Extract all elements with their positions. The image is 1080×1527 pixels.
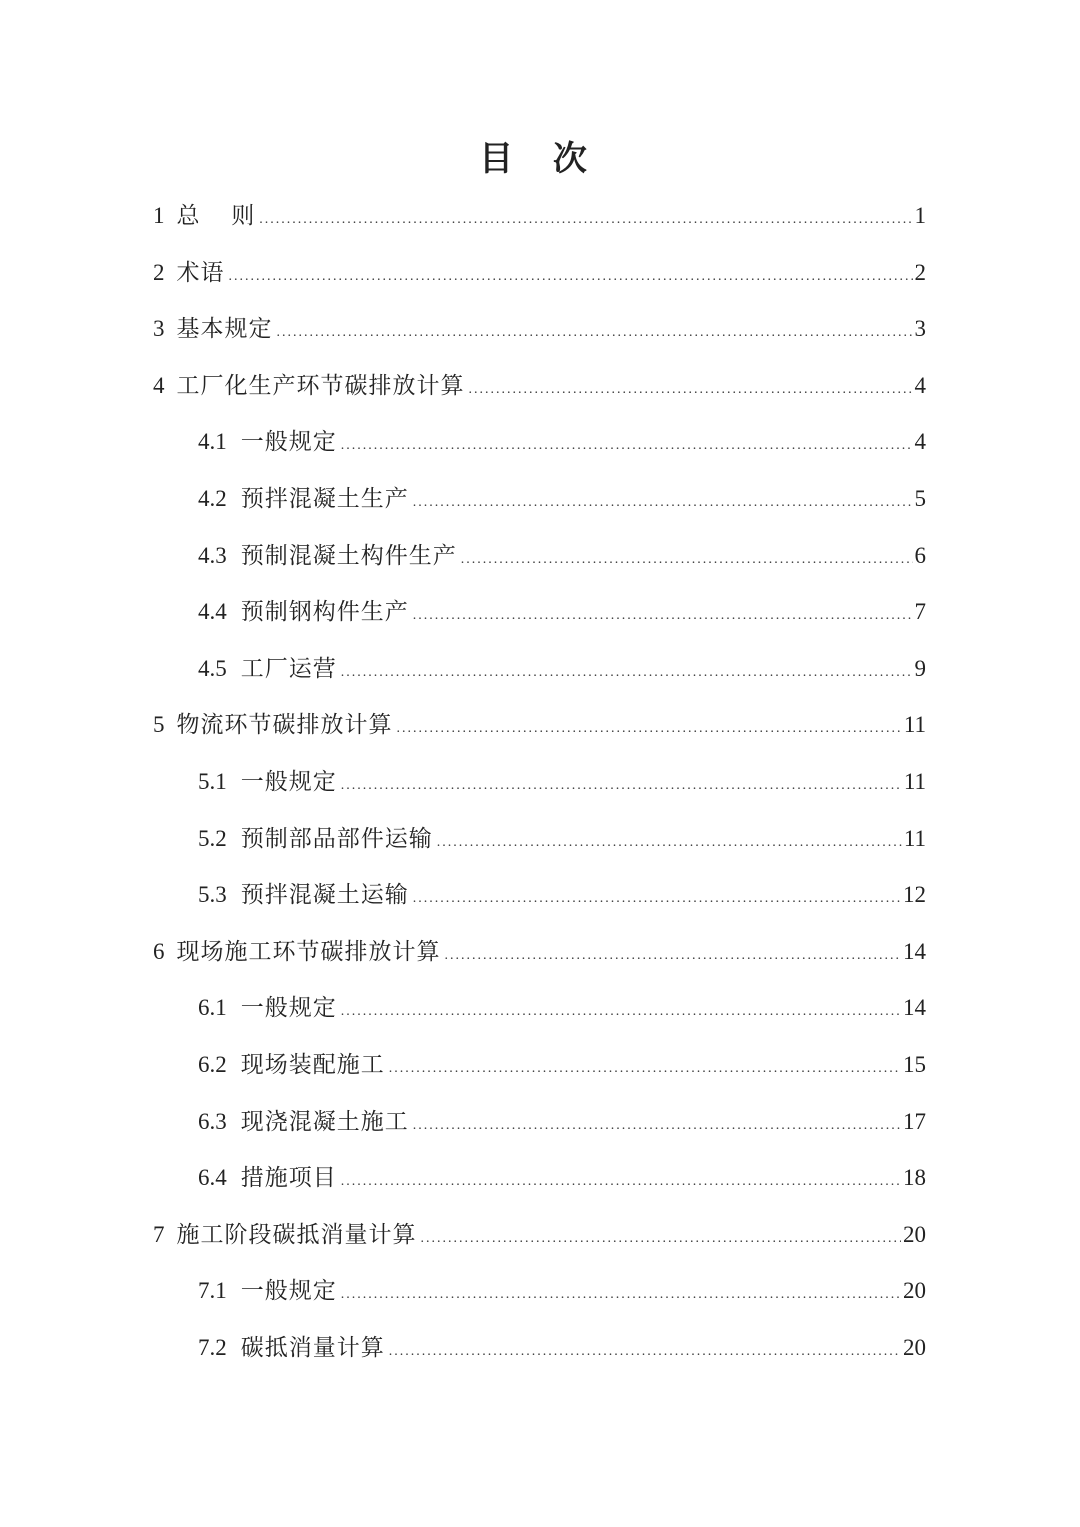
- toc-entry-title: 总 则: [176, 203, 256, 228]
- toc-entry-title: 一般规定: [240, 768, 337, 794]
- toc-entry-number: 2: [153, 259, 165, 285]
- toc-entry-title: 预制钢构件生产: [240, 599, 409, 625]
- toc-entry[interactable]: [153, 1263, 926, 1320]
- toc-entry-number: 6.4: [198, 1165, 227, 1191]
- toc-entry-page: 6: [914, 542, 926, 568]
- toc-entry-number: 5.2: [198, 825, 227, 851]
- dot-leader: [341, 1154, 901, 1211]
- dot-leader: [277, 305, 913, 362]
- toc-entry-title: 措施项目: [240, 1165, 337, 1191]
- dot-leader: [341, 1267, 901, 1324]
- table-of-contents: [153, 188, 926, 1376]
- toc-entry[interactable]: [153, 188, 926, 245]
- toc-entry-page: 5: [914, 485, 926, 511]
- toc-entry[interactable]: [153, 1094, 926, 1151]
- toc-entry-title: 现场装配施工: [240, 1051, 385, 1077]
- toc-entry-title: 物流环节碳排放计算: [176, 712, 393, 738]
- toc-entry-page: 11: [903, 768, 926, 794]
- toc-entry-page: 7: [914, 599, 926, 625]
- dot-leader: [413, 871, 901, 928]
- toc-entry-title: 现场施工环节碳排放计算: [176, 938, 441, 964]
- toc-entry-title: 预制部品部件运输: [240, 825, 433, 851]
- dot-leader: [341, 984, 901, 1041]
- toc-entry[interactable]: [153, 697, 926, 754]
- toc-entry-number: 4.1: [198, 429, 227, 455]
- toc-entry-title: 施工阶段碳抵消量计算: [176, 1221, 417, 1247]
- dot-leader: [413, 588, 913, 645]
- toc-entry-page: 3: [914, 316, 926, 342]
- toc-entry-title: 工厂化生产环节碳排放计算: [176, 372, 465, 398]
- toc-entry-number: 7: [153, 1221, 165, 1247]
- toc-entry[interactable]: [153, 1150, 926, 1207]
- toc-entry-page: 14: [903, 938, 926, 964]
- dot-leader: [389, 1041, 901, 1098]
- dot-leader: [413, 475, 913, 532]
- dot-leader: [421, 1211, 902, 1268]
- toc-entry-number: 4.5: [198, 655, 227, 681]
- dot-leader: [389, 1324, 901, 1381]
- toc-entry-page: 14: [903, 995, 926, 1021]
- toc-entry-title: 预拌混凝土运输: [240, 882, 409, 908]
- dot-leader: [259, 192, 912, 249]
- toc-entry[interactable]: [153, 811, 926, 868]
- toc-entry-title: 预拌混凝土生产: [240, 485, 409, 511]
- toc-entry-page: 11: [903, 712, 926, 738]
- toc-entry-number: 7.1: [198, 1278, 227, 1304]
- toc-entry-number: 5: [153, 712, 165, 738]
- toc-entry-page: 9: [914, 655, 926, 681]
- toc-entry-number: 4: [153, 372, 165, 398]
- dot-leader: [469, 362, 913, 419]
- toc-entry-title: 一般规定: [240, 1278, 337, 1304]
- dot-leader: [341, 645, 913, 702]
- toc-entry[interactable]: [153, 471, 926, 528]
- dot-leader: [341, 418, 913, 475]
- page-title: 目 次: [479, 139, 601, 179]
- dot-leader: [437, 815, 902, 872]
- toc-entry-number: 4.2: [198, 485, 227, 511]
- toc-entry-page: 20: [903, 1221, 926, 1247]
- toc-entry-page: 2: [914, 259, 926, 285]
- toc-entry-page: 18: [903, 1165, 926, 1191]
- toc-entry-title: 基本规定: [176, 316, 273, 342]
- dot-leader: [397, 701, 902, 758]
- toc-entry-page: 12: [903, 882, 926, 908]
- toc-entry-title: 术语: [176, 259, 225, 285]
- toc-entry[interactable]: [153, 301, 926, 358]
- toc-entry-page: 20: [903, 1334, 926, 1360]
- toc-entry-title: 碳抵消量计算: [240, 1334, 385, 1360]
- toc-entry-number: 6.3: [198, 1108, 227, 1134]
- toc-entry-title: 预制混凝土构件生产: [240, 542, 457, 568]
- toc-entry-title: 一般规定: [240, 995, 337, 1021]
- toc-entry-number: 7.2: [198, 1334, 227, 1360]
- toc-entry[interactable]: [153, 358, 926, 415]
- toc-entry[interactable]: [153, 1037, 926, 1094]
- toc-entry[interactable]: [153, 641, 926, 698]
- toc-entry-number: 5.1: [198, 768, 227, 794]
- toc-entry-page: 17: [903, 1108, 926, 1134]
- toc-entry-number: 1: [153, 203, 165, 228]
- dot-leader: [341, 758, 902, 815]
- toc-entry[interactable]: [153, 980, 926, 1037]
- toc-entry-page: 4: [914, 429, 926, 455]
- toc-entry-number: 4.3: [198, 542, 227, 568]
- toc-entry[interactable]: [153, 414, 926, 471]
- toc-entry-page: 15: [903, 1051, 926, 1077]
- toc-entry[interactable]: [153, 584, 926, 641]
- dot-leader: [461, 532, 913, 589]
- toc-entry[interactable]: [153, 245, 926, 302]
- toc-entry[interactable]: [153, 528, 926, 585]
- toc-entry[interactable]: [153, 924, 926, 981]
- toc-entry-number: 5.3: [198, 882, 227, 908]
- toc-entry-number: 6.1: [198, 995, 227, 1021]
- dot-leader: [413, 1098, 901, 1155]
- toc-entry-page: 20: [903, 1278, 926, 1304]
- toc-entry[interactable]: [153, 1320, 926, 1377]
- toc-entry[interactable]: [153, 1207, 926, 1264]
- toc-entry[interactable]: [153, 867, 926, 924]
- toc-entry-title: 现浇混凝土施工: [240, 1108, 409, 1134]
- dot-leader: [229, 249, 913, 306]
- toc-entry-title: 一般规定: [240, 429, 337, 455]
- toc-entry-title: 工厂运营: [240, 655, 337, 681]
- toc-entry-number: 4.4: [198, 599, 227, 625]
- toc-entry-number: 3: [153, 316, 165, 342]
- toc-entry-number: 6: [153, 938, 165, 964]
- dot-leader: [445, 928, 902, 985]
- toc-entry-number: 6.2: [198, 1051, 227, 1077]
- toc-entry-page: 4: [914, 372, 926, 398]
- toc-entry[interactable]: [153, 754, 926, 811]
- toc-entry-page: 1: [914, 203, 926, 228]
- toc-entry-page: 11: [903, 825, 926, 851]
